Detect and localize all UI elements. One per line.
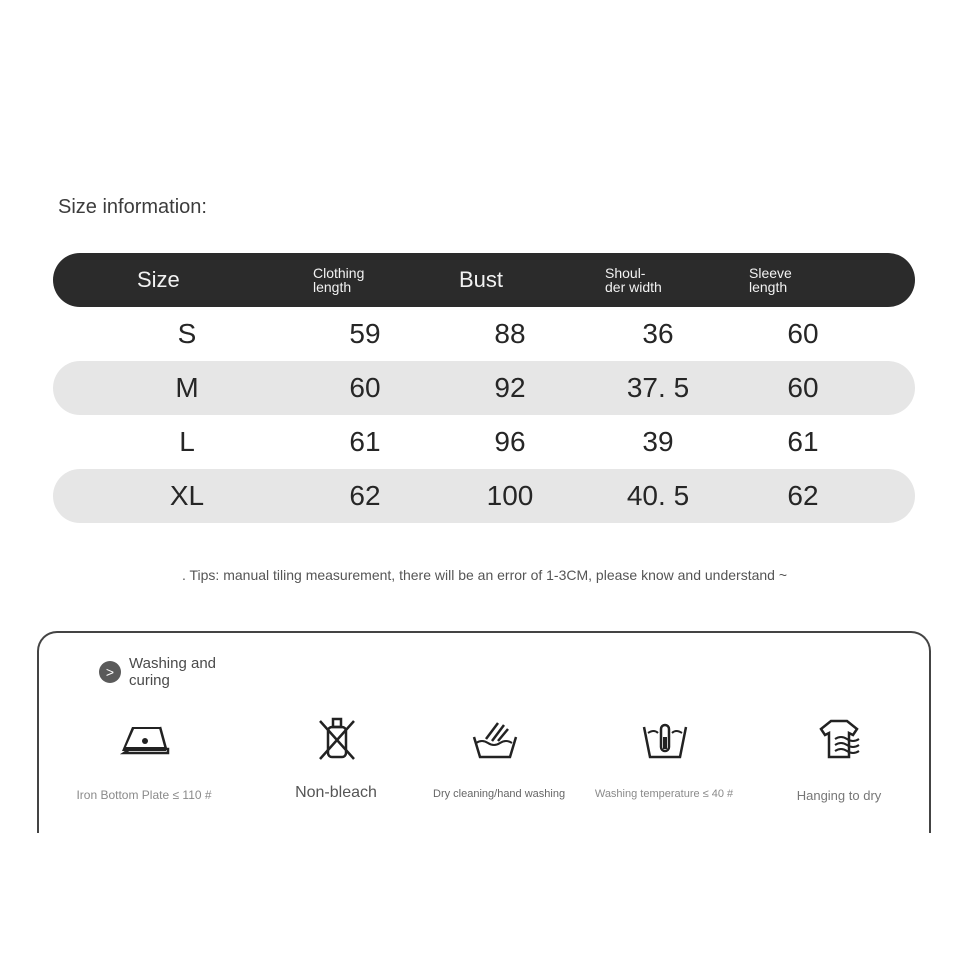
care-label-no-bleach: Non-bleach <box>295 784 377 801</box>
table-row <box>53 307 915 361</box>
header-clothing-length <box>313 253 364 307</box>
cell-clothing-length: 59 <box>349 318 381 349</box>
cell-clothing-length: 61 <box>349 426 381 457</box>
measurement-tip: . Tips: manual tiling measurement, there will be an error of 1-3CM, please know and understand ~ <box>181 567 788 583</box>
table-header-row <box>53 253 915 307</box>
cell-size: S <box>177 318 197 349</box>
no-bleach-icon <box>306 713 366 763</box>
care-label-wash-temperature: Washing temperature ≤ 40 # <box>594 788 734 800</box>
hang-dry-icon <box>809 713 869 763</box>
care-item-no-bleach <box>251 713 421 802</box>
header-sleeve-length <box>749 253 792 307</box>
cell-size: M <box>175 372 199 403</box>
table-row <box>53 469 915 523</box>
header-sleeve-length-line2: length <box>749 279 788 295</box>
cell-shoulder-width: 37. 5 <box>626 372 690 403</box>
cell-bust: 100 <box>486 480 534 511</box>
cell-sleeve-length: 60 <box>787 372 819 403</box>
care-header <box>99 655 239 689</box>
cell-clothing-length: 60 <box>349 372 381 403</box>
cell-shoulder-width: 36 <box>642 318 674 349</box>
cell-size: L <box>179 426 195 457</box>
hand-wash-icon <box>464 713 524 763</box>
cell-bust: 88 <box>494 318 526 349</box>
cell-bust: 96 <box>494 426 526 457</box>
care-label-iron: Iron Bottom Plate ≤ 110 # <box>76 788 212 802</box>
care-label-hand-wash: Dry cleaning/hand washing <box>433 788 566 800</box>
cell-sleeve-length: 62 <box>787 480 819 511</box>
page-title: Size information: <box>58 196 207 218</box>
table-row <box>53 415 915 469</box>
cell-shoulder-width: 39 <box>642 426 674 457</box>
care-item-hang-dry <box>754 713 924 803</box>
cell-shoulder-width: 40. 5 <box>626 480 690 511</box>
cell-sleeve-length: 60 <box>787 318 819 349</box>
care-item-hand-wash <box>409 713 579 800</box>
care-item-wash-temperature <box>579 713 749 800</box>
header-size: Size <box>137 267 180 292</box>
cell-clothing-length: 62 <box>349 480 381 511</box>
header-shoulder-width-line1: Shoul- <box>605 265 646 281</box>
header-sleeve-length-line1: Sleeve <box>749 265 792 281</box>
size-table <box>53 253 915 523</box>
cell-sleeve-length: 61 <box>787 426 819 457</box>
care-panel <box>37 631 931 833</box>
cell-size: XL <box>169 480 205 511</box>
header-shoulder-width <box>605 253 662 307</box>
care-label-hang-dry: Hanging to dry <box>796 788 882 803</box>
cell-bust: 92 <box>494 372 526 403</box>
care-item-iron <box>59 713 229 802</box>
table-row <box>53 361 915 415</box>
header-clothing-length-line1: Clothing <box>313 265 365 281</box>
header-bust: Bust <box>459 267 504 292</box>
header-shoulder-width-line2: der width <box>605 279 662 295</box>
chevron-right-icon: > <box>99 661 121 683</box>
wash-temperature-icon <box>634 713 694 763</box>
header-clothing-length-line2: length <box>313 279 352 295</box>
care-title: Washing and curing <box>129 655 216 689</box>
iron-icon <box>114 713 174 763</box>
